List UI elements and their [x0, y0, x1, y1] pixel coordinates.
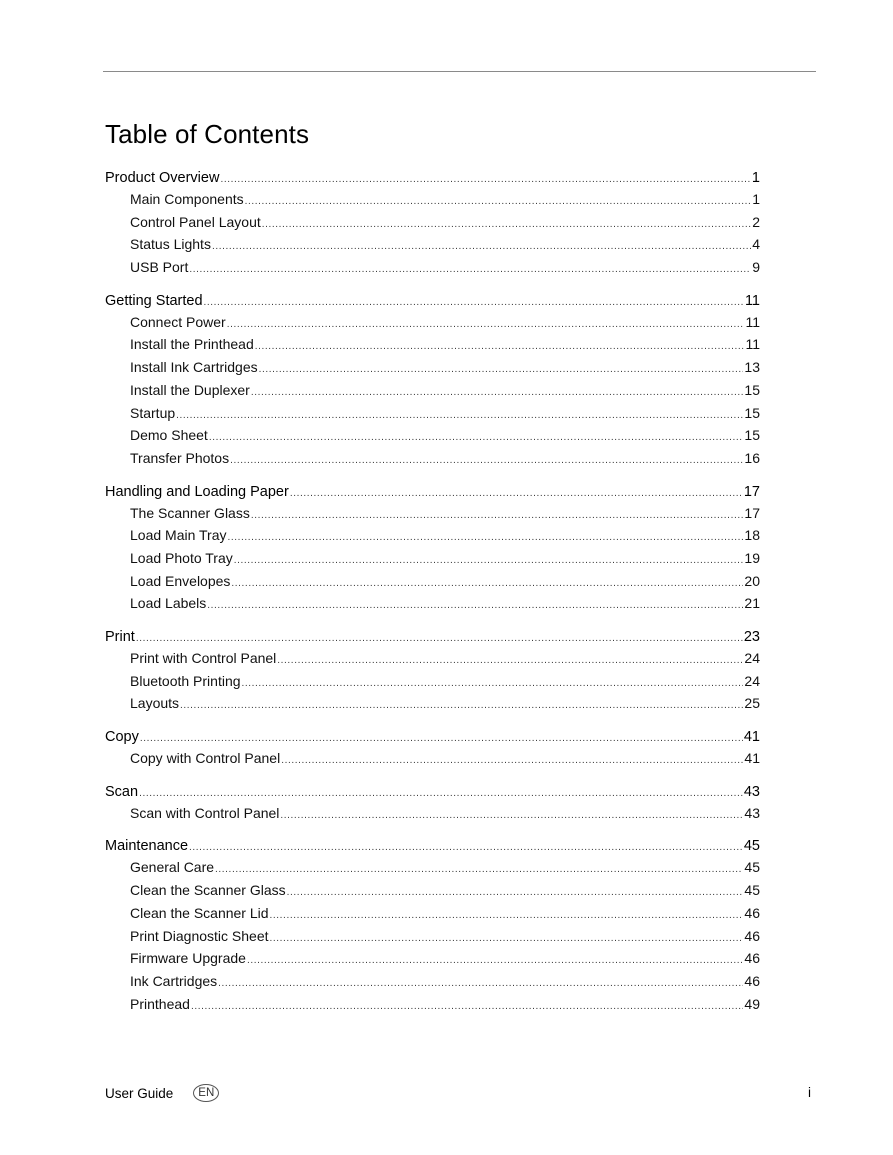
dot-leader	[287, 882, 744, 902]
dot-leader	[189, 259, 751, 279]
toc-chapter[interactable]	[105, 168, 760, 188]
dot-leader	[209, 427, 744, 447]
toc-entry-title: Print with Control Panel	[130, 650, 277, 666]
toc-entry-title: Load Labels	[130, 595, 207, 612]
toc-entry-title: Install the Duplexer	[130, 381, 250, 398]
toc-entry[interactable]	[105, 692, 760, 715]
toc-entry-title: General Care	[130, 859, 215, 876]
dot-leader	[191, 996, 743, 1016]
toc-entry[interactable]	[105, 333, 760, 356]
toc-chapter-title: Copy	[105, 729, 139, 746]
toc-entry-page: 11	[745, 313, 760, 330]
toc-section	[105, 291, 760, 470]
dot-leader	[251, 505, 744, 525]
dot-leader	[176, 405, 743, 425]
toc-entry-title: The Scanner Glass	[130, 504, 250, 521]
dot-leader	[215, 859, 743, 879]
toc-entry-page: 11	[745, 336, 760, 353]
toc-entry-title: Print Diagnostic Sheet	[130, 927, 269, 944]
dot-leader	[228, 527, 744, 547]
toc-section	[105, 627, 760, 715]
dot-leader	[270, 928, 744, 948]
toc-entry-title: Scan with Control Panel	[130, 804, 280, 821]
toc-entry-title: Transfer Photos	[130, 449, 230, 466]
toc-entry-title: Install Ink Cartridges	[130, 359, 258, 376]
dot-leader	[247, 950, 743, 970]
toc-entry-page: 4	[752, 236, 760, 253]
page-title: Table of Contents	[105, 119, 310, 149]
toc-chapter-title: Getting Started	[105, 292, 203, 309]
toc-entry[interactable]	[105, 547, 760, 570]
toc-entry-title: Startup	[130, 404, 176, 421]
dot-leader	[234, 550, 744, 570]
dot-leader	[280, 805, 743, 825]
toc-entry-title: Control Panel Layout	[130, 213, 261, 230]
toc-entry-title: Install the Printhead	[130, 336, 254, 353]
toc-entry-page: 15	[744, 381, 760, 398]
language-badge: EN	[193, 1084, 219, 1102]
toc-entry-page: 15	[744, 427, 760, 444]
toc-chapter-page: 41	[743, 729, 760, 746]
toc-entry-page: 2	[752, 213, 760, 230]
toc-entry[interactable]	[105, 188, 760, 211]
toc-chapter[interactable]	[105, 627, 760, 647]
dot-leader	[245, 191, 752, 211]
toc-entry-page: 46	[744, 972, 760, 989]
toc-entry[interactable]	[105, 647, 760, 670]
toc-entry[interactable]	[105, 211, 760, 234]
toc-entry-title: Printhead	[130, 995, 190, 1012]
toc-entry-title: Clean the Scanner Glass	[130, 882, 286, 899]
toc-entry-page: 9	[752, 259, 760, 276]
toc-section	[105, 482, 760, 615]
toc-chapter-title: Product Overview	[105, 170, 220, 186]
dot-leader	[230, 450, 743, 470]
toc-entry-page: 21	[744, 595, 760, 612]
toc-entry[interactable]	[105, 802, 760, 825]
toc-entry[interactable]	[105, 747, 760, 770]
dot-leader	[242, 673, 744, 693]
dot-leader	[218, 973, 743, 993]
toc-entry[interactable]	[105, 970, 760, 993]
toc-entry-page: 46	[744, 950, 760, 967]
toc-entry[interactable]	[105, 502, 760, 525]
toc-chapter-page: 45	[743, 838, 760, 855]
toc-entry-title: Copy with Control Panel	[130, 750, 281, 767]
toc-chapter-page: 17	[743, 483, 760, 500]
toc-entry[interactable]	[105, 592, 760, 615]
dot-leader	[212, 236, 751, 256]
toc-entry[interactable]	[105, 856, 760, 879]
toc-entry-page: 43	[744, 804, 760, 821]
toc-entry-page: 20	[744, 572, 760, 589]
dot-leader	[281, 750, 743, 770]
dot-leader	[290, 484, 743, 502]
toc-chapter[interactable]	[105, 291, 760, 311]
toc-entry-page: 24	[744, 650, 760, 666]
toc-entry[interactable]	[105, 947, 760, 970]
dot-leader	[180, 695, 743, 715]
toc-section	[105, 727, 760, 770]
toc-entry[interactable]	[105, 356, 760, 379]
header-rule	[103, 71, 816, 72]
dot-leader	[251, 382, 744, 402]
toc-entry[interactable]	[105, 447, 760, 470]
toc-chapter-title: Scan	[105, 783, 139, 800]
toc-entry[interactable]	[105, 925, 760, 948]
toc-entry[interactable]	[105, 993, 760, 1016]
table-of-contents	[105, 168, 760, 1027]
dot-leader	[270, 905, 744, 925]
footer-label: User Guide	[105, 1085, 174, 1101]
toc-section	[105, 836, 760, 1015]
toc-entry[interactable]	[105, 402, 760, 425]
toc-section	[105, 168, 760, 279]
toc-entry-page: 49	[744, 995, 760, 1012]
dot-leader	[227, 314, 745, 334]
toc-entry[interactable]	[105, 670, 760, 693]
toc-entry-title: Load Envelopes	[130, 572, 231, 589]
toc-entry-page: 18	[744, 527, 760, 544]
dot-leader	[255, 336, 745, 356]
toc-entry-title: Layouts	[130, 695, 180, 712]
dot-leader	[204, 293, 744, 311]
toc-entry-page: 45	[744, 859, 760, 876]
toc-entry[interactable]	[105, 233, 760, 256]
dot-leader	[220, 170, 750, 188]
dot-leader	[231, 573, 743, 593]
toc-entry-page: 16	[744, 449, 760, 466]
toc-entry-title: Bluetooth Printing	[130, 672, 241, 689]
toc-chapter-title: Print	[105, 629, 135, 645]
toc-chapter[interactable]	[105, 782, 760, 802]
toc-entry[interactable]	[105, 311, 760, 334]
toc-entry-page: 46	[744, 904, 760, 921]
toc-entry[interactable]	[105, 524, 760, 547]
toc-entry[interactable]	[105, 379, 760, 402]
toc-entry-page: 19	[744, 549, 760, 566]
toc-entry-title: Ink Cartridges	[130, 972, 218, 989]
toc-entry-title: Load Main Tray	[130, 527, 227, 544]
toc-entry-page: 13	[744, 359, 760, 376]
toc-entry-title: Main Components	[130, 191, 244, 207]
toc-entry-title: Status Lights	[130, 236, 211, 253]
dot-leader	[277, 650, 743, 670]
toc-entry-page: 1	[752, 191, 760, 207]
toc-entry[interactable]	[105, 902, 760, 925]
footer	[105, 1084, 219, 1102]
dot-leader	[259, 359, 744, 379]
toc-entry-page: 45	[744, 882, 760, 899]
dot-leader	[136, 629, 743, 647]
page-number: i	[808, 1085, 811, 1100]
toc-chapter-title: Maintenance	[105, 838, 189, 855]
toc-entry[interactable]	[105, 256, 760, 279]
dot-leader	[189, 838, 743, 856]
toc-chapter-page: 11	[744, 292, 760, 309]
toc-entry[interactable]	[105, 424, 760, 447]
toc-chapter[interactable]	[105, 836, 760, 856]
toc-entry-title: USB Port	[130, 259, 189, 276]
toc-entry-page: 17	[744, 504, 760, 521]
toc-entry-title: Clean the Scanner Lid	[130, 904, 269, 921]
dot-leader	[139, 784, 743, 802]
toc-entry[interactable]	[105, 879, 760, 902]
dot-leader	[140, 729, 743, 747]
toc-entry-title: Connect Power	[130, 313, 226, 330]
dot-leader	[262, 214, 751, 234]
dot-leader	[207, 595, 743, 615]
toc-entry-title: Load Photo Tray	[130, 549, 233, 566]
toc-chapter-page: 23	[743, 629, 760, 645]
toc-entry[interactable]	[105, 570, 760, 593]
toc-entry-page: 46	[744, 927, 760, 944]
toc-chapter-title: Handling and Loading Paper	[105, 483, 289, 500]
toc-entry-page: 24	[744, 672, 760, 689]
toc-entry-page: 41	[744, 750, 760, 767]
toc-entry-title: Demo Sheet	[130, 427, 208, 444]
toc-section	[105, 782, 760, 825]
toc-entry-page: 25	[744, 695, 760, 712]
toc-entry-title: Firmware Upgrade	[130, 950, 246, 967]
toc-entry-page: 15	[744, 404, 760, 421]
toc-chapter[interactable]	[105, 727, 760, 747]
toc-chapter-page: 1	[751, 170, 760, 186]
toc-chapter[interactable]	[105, 482, 760, 502]
toc-chapter-page: 43	[743, 783, 760, 800]
